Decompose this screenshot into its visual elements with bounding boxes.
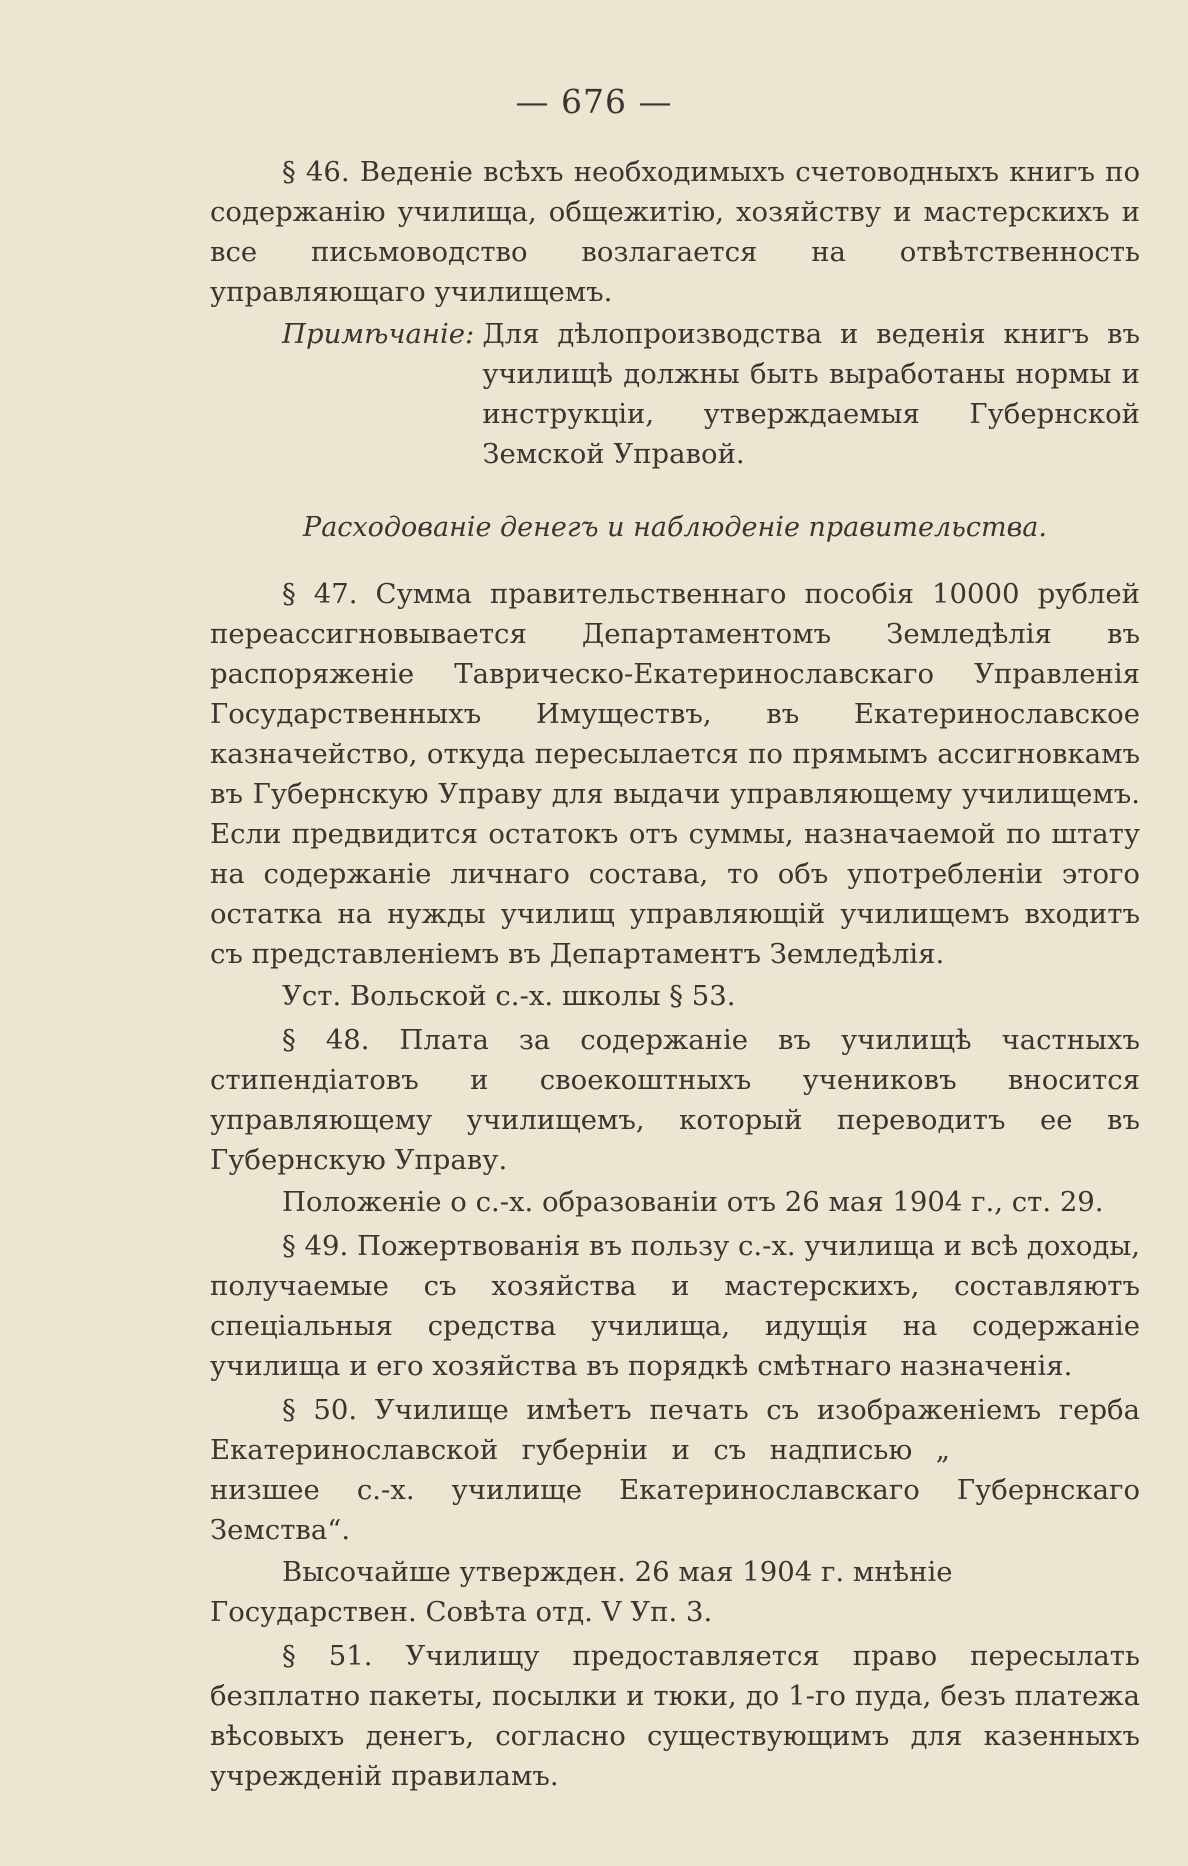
paragraph-51: § 51. Училищу предоставляется право пересылать безплатно пакеты, посылки и тюки, до 1-го пуда, безъ платежа вѣсовыхъ денегъ, согласно существующимъ для казенныхъ учрежденій правиламъ. — [210, 1640, 1140, 1792]
section-heading: Расходованіе денегъ и наблюденіе правительства. — [303, 512, 1047, 543]
paragraph-50 — [210, 1390, 1140, 1550]
page-number: — 676 — — [515, 82, 673, 121]
paragraph-50-end: низшее с.-х. училище Екатеринославскаго Губернскаго Земства“. — [210, 1474, 1140, 1546]
paragraph-49: § 49. Пожертвованія въ пользу с.-х. училища и всѣ доходы, получаемые съ хозяйства и мастерскихъ, составляютъ спеціальныя средства училища, идущія на содержаніе училища и его хозяйства въ порядкѣ смѣтнаго назначенія. — [210, 1230, 1141, 1382]
note-label: Примѣчаніе: — [282, 318, 475, 350]
note-block — [210, 314, 1140, 474]
note-text: Для дѣлопроизводства и веденія книгъ въ училищѣ должны быть выработаны нормы и инструкціи, утверждаемыя Губернской Земской Управой. — [482, 318, 1140, 470]
paragraph-47: § 47. Сумма правительственнаго пособія 10000 рублей переассигновывается Департаментомъ Земледѣлія въ распоряженіе Таврическо-Екатеринославскаго Управленія Государственныхъ Имуществъ, въ Екатеринославское казначейство, откуда пересылается по прямымъ ассигновкамъ въ Губернскую Управу для выдачи управляющему училищемъ. Если предвидится остатокъ отъ суммы, назначаемой по штату на содержаніе личнаго состава, то объ употребленіи этого остатка на нужды училищ управляющій училищемъ входитъ съ представленіемъ въ Департаментъ Земледѣлія. — [210, 578, 1140, 970]
citation-47: Уст. Вольской с.-х. школы § 53. — [282, 980, 736, 1012]
citation-48: Положеніе о с.-х. образованіи отъ 26 мая 1904 г., ст. 29. — [282, 1186, 1104, 1218]
citation-50: Высочайше утвержден. 26 мая 1904 г. мнѣніе Государствен. Совѣта отд. V Уп. 3. — [210, 1556, 953, 1628]
paragraph-50-start: § 50. Училище имѣетъ печать съ изображеніемъ герба Екатеринославской губерніи и съ надписью „ — [210, 1394, 1140, 1466]
paragraph-48: § 48. Плата за содержаніе въ училищѣ частныхъ стипендіатовъ и своекоштныхъ учениковъ вносится управляющему училищемъ, который переводитъ ее въ Губернскую Управу. — [210, 1024, 1140, 1176]
page-body — [210, 152, 1140, 1796]
paragraph-46: § 46. Веденіе всѣхъ необходимыхъ счетоводныхъ книгъ по содержанію училища, общежитію, хозяйству и мастерскихъ и все письмоводство возлагается на отвѣтственность управляющаго училищемъ. — [210, 156, 1140, 308]
